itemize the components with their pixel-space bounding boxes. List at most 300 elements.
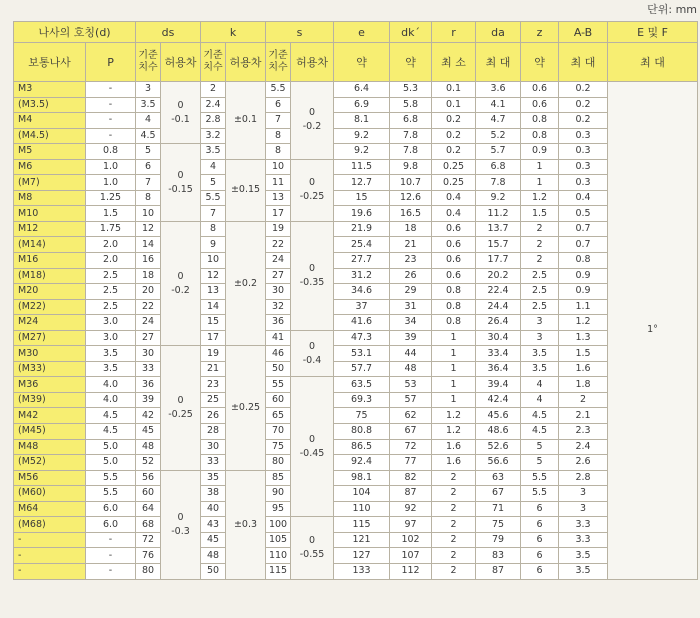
cell-r: 1.2 bbox=[432, 408, 476, 424]
cell-pitch: 1.25 bbox=[86, 190, 136, 206]
cell-pitch: 5.5 bbox=[86, 470, 136, 486]
cell-thread-name: M5 bbox=[14, 144, 86, 160]
subheader-ds-nominal: 기준치수 bbox=[136, 43, 161, 82]
cell-z: 4.5 bbox=[521, 424, 559, 440]
cell-ab: 0.5 bbox=[559, 206, 608, 222]
cell-da: 24.4 bbox=[476, 299, 521, 315]
cell-pitch: 4.0 bbox=[86, 377, 136, 393]
cell-thread-name: (M27) bbox=[14, 330, 86, 346]
cell-z: 2.5 bbox=[521, 268, 559, 284]
cell-dk: 39 bbox=[390, 330, 432, 346]
cell-thread-name: M3 bbox=[14, 82, 86, 98]
cell-z: 4.5 bbox=[521, 408, 559, 424]
cell-thread-name: (M4.5) bbox=[14, 128, 86, 144]
cell-da: 17.7 bbox=[476, 253, 521, 269]
cell-da: 75 bbox=[476, 517, 521, 533]
cell-pitch: 0.8 bbox=[86, 144, 136, 160]
cell-r: 2 bbox=[432, 563, 476, 579]
subheader-da-max: 최 대 bbox=[476, 43, 521, 82]
cell-s-nominal: 13 bbox=[266, 190, 291, 206]
cell-dk: 87 bbox=[390, 486, 432, 502]
table-row bbox=[14, 284, 698, 300]
cell-z: 2 bbox=[521, 221, 559, 237]
cell-ab: 0.3 bbox=[559, 144, 608, 160]
cell-pitch: - bbox=[86, 128, 136, 144]
cell-dk: 7.8 bbox=[390, 144, 432, 160]
cell-s-tolerance-lower: -0.4 bbox=[302, 354, 322, 366]
cell-s-nominal: 110 bbox=[266, 548, 291, 564]
cell-s-tolerance-upper: 0 bbox=[309, 534, 316, 546]
cell-dk: 34 bbox=[390, 315, 432, 331]
cell-dk: 10.7 bbox=[390, 175, 432, 191]
cell-s-tolerance bbox=[291, 517, 334, 579]
cell-s-nominal: 100 bbox=[266, 517, 291, 533]
cell-s-nominal: 8 bbox=[266, 144, 291, 160]
cell-ab: 0.8 bbox=[559, 253, 608, 269]
cell-dk: 72 bbox=[390, 439, 432, 455]
cell-dk: 44 bbox=[390, 346, 432, 362]
table-row bbox=[14, 361, 698, 377]
cell-r: 2 bbox=[432, 532, 476, 548]
cell-s-nominal: 60 bbox=[266, 392, 291, 408]
cell-s-tolerance-upper: 0 bbox=[309, 340, 316, 352]
cell-pitch: 2.0 bbox=[86, 237, 136, 253]
cell-da: 4.7 bbox=[476, 113, 521, 129]
cell-s-nominal: 24 bbox=[266, 253, 291, 269]
cell-pitch: 4.5 bbox=[86, 424, 136, 440]
cell-ab: 2.6 bbox=[559, 455, 608, 471]
cell-ds-tolerance-upper: 0 bbox=[177, 99, 184, 111]
cell-ds-nominal: 36 bbox=[136, 377, 161, 393]
subheader-r-min: 최 소 bbox=[432, 43, 476, 82]
cell-e: 21.9 bbox=[334, 221, 390, 237]
cell-k-nominal: 2 bbox=[201, 82, 226, 98]
cell-thread-name: M42 bbox=[14, 408, 86, 424]
cell-s-tolerance bbox=[291, 159, 334, 221]
cell-ab: 0.2 bbox=[559, 113, 608, 129]
cell-r: 2 bbox=[432, 486, 476, 502]
header-ab: A-B bbox=[559, 22, 608, 43]
cell-dk: 67 bbox=[390, 424, 432, 440]
cell-ab: 0.3 bbox=[559, 128, 608, 144]
header-e: e bbox=[334, 22, 390, 43]
table-row bbox=[14, 175, 698, 191]
cell-s-nominal: 10 bbox=[266, 159, 291, 175]
cell-ds-tolerance-lower: -0.1 bbox=[171, 113, 190, 125]
cell-z: 5 bbox=[521, 439, 559, 455]
cell-k-nominal: 38 bbox=[201, 486, 226, 502]
cell-dk: 53 bbox=[390, 377, 432, 393]
table-row bbox=[14, 190, 698, 206]
cell-da: 13.7 bbox=[476, 221, 521, 237]
cell-r: 0.8 bbox=[432, 284, 476, 300]
cell-k-nominal: 12 bbox=[201, 268, 226, 284]
cell-pitch: - bbox=[86, 113, 136, 129]
cell-thread-name: (M18) bbox=[14, 268, 86, 284]
cell-k-nominal: 2.8 bbox=[201, 113, 226, 129]
cell-thread-name: M6 bbox=[14, 159, 86, 175]
table-row bbox=[14, 113, 698, 129]
header-z: z bbox=[521, 22, 559, 43]
cell-ab: 1.8 bbox=[559, 377, 608, 393]
cell-ab: 1.5 bbox=[559, 346, 608, 362]
cell-ds-nominal: 6 bbox=[136, 159, 161, 175]
cell-s-tolerance-upper: 0 bbox=[309, 262, 316, 274]
cell-ab: 2.3 bbox=[559, 424, 608, 440]
cell-e: 86.5 bbox=[334, 439, 390, 455]
cell-e: 15 bbox=[334, 190, 390, 206]
cell-z: 1.5 bbox=[521, 206, 559, 222]
cell-s-nominal: 70 bbox=[266, 424, 291, 440]
cell-s-tolerance bbox=[291, 377, 334, 517]
cell-pitch: - bbox=[86, 97, 136, 113]
cell-da: 67 bbox=[476, 486, 521, 502]
cell-ab: 0.2 bbox=[559, 82, 608, 98]
table-row bbox=[14, 486, 698, 502]
cell-ab: 1.1 bbox=[559, 299, 608, 315]
cell-e: 110 bbox=[334, 501, 390, 517]
cell-thread-name: M4 bbox=[14, 113, 86, 129]
cell-r: 2 bbox=[432, 517, 476, 533]
cell-ds-nominal: 33 bbox=[136, 361, 161, 377]
cell-da: 83 bbox=[476, 548, 521, 564]
table-row bbox=[14, 563, 698, 579]
cell-dk: 21 bbox=[390, 237, 432, 253]
cell-z: 2 bbox=[521, 253, 559, 269]
cell-da: 33.4 bbox=[476, 346, 521, 362]
cell-dk: 5.3 bbox=[390, 82, 432, 98]
cell-e: 12.7 bbox=[334, 175, 390, 191]
cell-ab: 0.9 bbox=[559, 284, 608, 300]
cell-ds-nominal: 22 bbox=[136, 299, 161, 315]
cell-da: 36.4 bbox=[476, 361, 521, 377]
cell-ab: 0.2 bbox=[559, 97, 608, 113]
cell-e: 98.1 bbox=[334, 470, 390, 486]
cell-e: 31.2 bbox=[334, 268, 390, 284]
cell-k-nominal: 19 bbox=[201, 346, 226, 362]
cell-dk: 57 bbox=[390, 392, 432, 408]
cell-dk: 102 bbox=[390, 532, 432, 548]
cell-e: 92.4 bbox=[334, 455, 390, 471]
cell-s-nominal: 22 bbox=[266, 237, 291, 253]
cell-r: 1.6 bbox=[432, 439, 476, 455]
cell-ds-nominal: 3 bbox=[136, 82, 161, 98]
cell-s-nominal: 50 bbox=[266, 361, 291, 377]
cell-s-nominal: 5.5 bbox=[266, 82, 291, 98]
cell-pitch: 4.5 bbox=[86, 408, 136, 424]
cell-ds-nominal: 27 bbox=[136, 330, 161, 346]
header-dk: dk´ bbox=[390, 22, 432, 43]
cell-ds-tolerance bbox=[161, 82, 201, 144]
cell-s-nominal: 75 bbox=[266, 439, 291, 455]
cell-k-nominal: 23 bbox=[201, 377, 226, 393]
cell-ds-nominal: 7 bbox=[136, 175, 161, 191]
cell-s-nominal: 8 bbox=[266, 128, 291, 144]
cell-k-nominal: 8 bbox=[201, 221, 226, 237]
cell-da: 71 bbox=[476, 501, 521, 517]
table-row bbox=[14, 206, 698, 222]
cell-pitch: 5.0 bbox=[86, 439, 136, 455]
cell-k-nominal: 9 bbox=[201, 237, 226, 253]
cell-pitch: 3.5 bbox=[86, 346, 136, 362]
cell-dk: 112 bbox=[390, 563, 432, 579]
cell-k-nominal: 7 bbox=[201, 206, 226, 222]
cell-e: 8.1 bbox=[334, 113, 390, 129]
cell-r: 1.6 bbox=[432, 455, 476, 471]
cell-e: 25.4 bbox=[334, 237, 390, 253]
cell-pitch: 2.5 bbox=[86, 268, 136, 284]
subheader-regular-thread: 보통나사 bbox=[14, 43, 86, 82]
cell-ds-nominal: 5 bbox=[136, 144, 161, 160]
cell-pitch: 1.75 bbox=[86, 221, 136, 237]
cell-s-nominal: 55 bbox=[266, 377, 291, 393]
subheader-s-nominal: 기준치수 bbox=[266, 43, 291, 82]
cell-r: 0.8 bbox=[432, 315, 476, 331]
cell-k-nominal: 3.2 bbox=[201, 128, 226, 144]
cell-z: 4 bbox=[521, 392, 559, 408]
cell-k-nominal: 15 bbox=[201, 315, 226, 331]
cell-z: 3.5 bbox=[521, 361, 559, 377]
cell-dk: 29 bbox=[390, 284, 432, 300]
cell-ds-tolerance bbox=[161, 144, 201, 222]
cell-e: 121 bbox=[334, 532, 390, 548]
cell-r: 0.2 bbox=[432, 113, 476, 129]
cell-ds-nominal: 4 bbox=[136, 113, 161, 129]
cell-thread-name: M30 bbox=[14, 346, 86, 362]
table-row bbox=[14, 128, 698, 144]
table-row bbox=[14, 424, 698, 440]
cell-thread-name: (M45) bbox=[14, 424, 86, 440]
cell-thread-name: (M39) bbox=[14, 392, 86, 408]
cell-k-tolerance: ±0.2 bbox=[226, 221, 266, 345]
cell-ds-tolerance-upper: 0 bbox=[177, 270, 184, 282]
cell-e: 9.2 bbox=[334, 128, 390, 144]
cell-z: 5 bbox=[521, 455, 559, 471]
cell-k-nominal: 5 bbox=[201, 175, 226, 191]
cell-s-tolerance bbox=[291, 82, 334, 160]
cell-z: 3 bbox=[521, 330, 559, 346]
cell-dk: 62 bbox=[390, 408, 432, 424]
cell-da: 9.2 bbox=[476, 190, 521, 206]
cell-pitch: - bbox=[86, 532, 136, 548]
cell-pitch: 3.5 bbox=[86, 361, 136, 377]
cell-ab: 3.5 bbox=[559, 548, 608, 564]
cell-ab: 0.3 bbox=[559, 175, 608, 191]
cell-s-nominal: 7 bbox=[266, 113, 291, 129]
cell-e: 63.5 bbox=[334, 377, 390, 393]
cell-s-nominal: 36 bbox=[266, 315, 291, 331]
cell-ds-tolerance-lower: -0.2 bbox=[171, 284, 190, 296]
cell-thread-name: M36 bbox=[14, 377, 86, 393]
cell-r: 0.2 bbox=[432, 128, 476, 144]
cell-k-tolerance: ±0.1 bbox=[226, 82, 266, 160]
cell-s-nominal: 17 bbox=[266, 206, 291, 222]
cell-z: 3 bbox=[521, 315, 559, 331]
cell-ds-nominal: 14 bbox=[136, 237, 161, 253]
table-row bbox=[14, 315, 698, 331]
cell-k-nominal: 4 bbox=[201, 159, 226, 175]
cell-da: 48.6 bbox=[476, 424, 521, 440]
cell-ds-nominal: 12 bbox=[136, 221, 161, 237]
cell-z: 3.5 bbox=[521, 346, 559, 362]
cell-da: 3.6 bbox=[476, 82, 521, 98]
cell-thread-name: M16 bbox=[14, 253, 86, 269]
cell-thread-name: (M33) bbox=[14, 361, 86, 377]
cell-dk: 9.8 bbox=[390, 159, 432, 175]
cell-k-nominal: 50 bbox=[201, 563, 226, 579]
cell-s-tolerance-upper: 0 bbox=[309, 177, 316, 189]
cell-thread-name: M64 bbox=[14, 501, 86, 517]
cell-pitch: 3.0 bbox=[86, 330, 136, 346]
cell-r: 0.25 bbox=[432, 159, 476, 175]
cell-z: 0.8 bbox=[521, 128, 559, 144]
cell-r: 0.2 bbox=[432, 144, 476, 160]
bolt-dimension-table bbox=[13, 21, 698, 580]
subheader-ds-tolerance: 허용차 bbox=[161, 43, 201, 82]
cell-da: 7.8 bbox=[476, 175, 521, 191]
cell-k-tolerance: ±0.15 bbox=[226, 159, 266, 221]
cell-z: 5.5 bbox=[521, 486, 559, 502]
cell-ds-nominal: 18 bbox=[136, 268, 161, 284]
cell-thread-name: M56 bbox=[14, 470, 86, 486]
cell-r: 0.1 bbox=[432, 97, 476, 113]
cell-e: 127 bbox=[334, 548, 390, 564]
cell-k-nominal: 28 bbox=[201, 424, 226, 440]
table-row bbox=[14, 408, 698, 424]
cell-k-nominal: 26 bbox=[201, 408, 226, 424]
table-row bbox=[14, 237, 698, 253]
subheader-z-approx: 약 bbox=[521, 43, 559, 82]
cell-pitch: 2.0 bbox=[86, 253, 136, 269]
cell-s-nominal: 90 bbox=[266, 486, 291, 502]
cell-r: 2 bbox=[432, 548, 476, 564]
cell-ds-nominal: 30 bbox=[136, 346, 161, 362]
cell-r: 0.1 bbox=[432, 82, 476, 98]
cell-z: 0.9 bbox=[521, 144, 559, 160]
cell-s-nominal: 105 bbox=[266, 532, 291, 548]
cell-k-nominal: 3.5 bbox=[201, 144, 226, 160]
cell-ds-tolerance-lower: -0.3 bbox=[171, 525, 190, 537]
cell-ab: 0.3 bbox=[559, 159, 608, 175]
cell-pitch: 1.5 bbox=[86, 206, 136, 222]
cell-e: 9.2 bbox=[334, 144, 390, 160]
cell-s-tolerance-lower: -0.2 bbox=[302, 121, 322, 133]
cell-e: 69.3 bbox=[334, 392, 390, 408]
cell-da: 42.4 bbox=[476, 392, 521, 408]
cell-dk: 26 bbox=[390, 268, 432, 284]
cell-z: 0.6 bbox=[521, 82, 559, 98]
subheader-ab-max: 최 대 bbox=[559, 43, 608, 82]
cell-k-nominal: 43 bbox=[201, 517, 226, 533]
cell-dk: 97 bbox=[390, 517, 432, 533]
cell-s-nominal: 85 bbox=[266, 470, 291, 486]
cell-s-nominal: 46 bbox=[266, 346, 291, 362]
cell-pitch: - bbox=[86, 82, 136, 98]
cell-da: 26.4 bbox=[476, 315, 521, 331]
cell-da: 5.7 bbox=[476, 144, 521, 160]
cell-z: 2.5 bbox=[521, 284, 559, 300]
cell-ab: 0.9 bbox=[559, 268, 608, 284]
table-row bbox=[14, 221, 698, 237]
cell-dk: 107 bbox=[390, 548, 432, 564]
cell-ds-nominal: 60 bbox=[136, 486, 161, 502]
header-row-2 bbox=[14, 43, 698, 82]
cell-r: 1 bbox=[432, 361, 476, 377]
cell-z: 6 bbox=[521, 563, 559, 579]
cell-s-nominal: 80 bbox=[266, 455, 291, 471]
cell-z: 5.5 bbox=[521, 470, 559, 486]
cell-da: 63 bbox=[476, 470, 521, 486]
cell-z: 6 bbox=[521, 517, 559, 533]
table-row bbox=[14, 377, 698, 393]
header-ds: ds bbox=[136, 22, 201, 43]
subheader-pitch: P bbox=[86, 43, 136, 82]
cell-ds-nominal: 16 bbox=[136, 253, 161, 269]
cell-ds-tolerance-upper: 0 bbox=[177, 169, 184, 181]
cell-ds-tolerance-lower: -0.25 bbox=[168, 408, 193, 420]
cell-ab: 1.6 bbox=[559, 361, 608, 377]
cell-pitch: 2.5 bbox=[86, 299, 136, 315]
cell-ab: 2 bbox=[559, 392, 608, 408]
header-s: s bbox=[266, 22, 334, 43]
table-row bbox=[14, 268, 698, 284]
cell-ab: 2.4 bbox=[559, 439, 608, 455]
cell-e: 104 bbox=[334, 486, 390, 502]
cell-dk: 92 bbox=[390, 501, 432, 517]
cell-thread-name: M24 bbox=[14, 315, 86, 331]
cell-thread-name: M20 bbox=[14, 284, 86, 300]
subheader-k-nominal: 기준치수 bbox=[201, 43, 226, 82]
cell-dk: 31 bbox=[390, 299, 432, 315]
cell-r: 1 bbox=[432, 377, 476, 393]
cell-k-nominal: 10 bbox=[201, 253, 226, 269]
cell-r: 0.4 bbox=[432, 206, 476, 222]
cell-pitch: 1.0 bbox=[86, 159, 136, 175]
header-thread-name: 나사의 호칭(d) bbox=[14, 22, 136, 43]
cell-da: 20.2 bbox=[476, 268, 521, 284]
cell-ab: 2.1 bbox=[559, 408, 608, 424]
table-row bbox=[14, 159, 698, 175]
subheader-s-tolerance: 허용차 bbox=[291, 43, 334, 82]
cell-e: 37 bbox=[334, 299, 390, 315]
cell-ds-nominal: 45 bbox=[136, 424, 161, 440]
cell-k-nominal: 2.4 bbox=[201, 97, 226, 113]
cell-e: 6.9 bbox=[334, 97, 390, 113]
cell-e: 41.6 bbox=[334, 315, 390, 331]
cell-ab: 0.7 bbox=[559, 237, 608, 253]
cell-z: 0.6 bbox=[521, 97, 559, 113]
cell-ds-nominal: 20 bbox=[136, 284, 161, 300]
header-k: k bbox=[201, 22, 266, 43]
cell-thread-name: (M22) bbox=[14, 299, 86, 315]
cell-thread-name: (M68) bbox=[14, 517, 86, 533]
cell-ds-nominal: 76 bbox=[136, 548, 161, 564]
subheader-ef-max: 최 대 bbox=[608, 43, 698, 82]
subheader-e-approx: 약 bbox=[334, 43, 390, 82]
table-row bbox=[14, 299, 698, 315]
cell-e: 75 bbox=[334, 408, 390, 424]
subheader-k-tolerance: 허용차 bbox=[226, 43, 266, 82]
cell-s-tolerance-lower: -0.45 bbox=[299, 447, 325, 459]
cell-s-nominal: 19 bbox=[266, 221, 291, 237]
cell-thread-name: (M14) bbox=[14, 237, 86, 253]
cell-z: 1.2 bbox=[521, 190, 559, 206]
cell-z: 6 bbox=[521, 548, 559, 564]
cell-thread-name: - bbox=[14, 548, 86, 564]
cell-ab: 3.3 bbox=[559, 517, 608, 533]
cell-r: 1.2 bbox=[432, 424, 476, 440]
cell-ab: 3.5 bbox=[559, 563, 608, 579]
